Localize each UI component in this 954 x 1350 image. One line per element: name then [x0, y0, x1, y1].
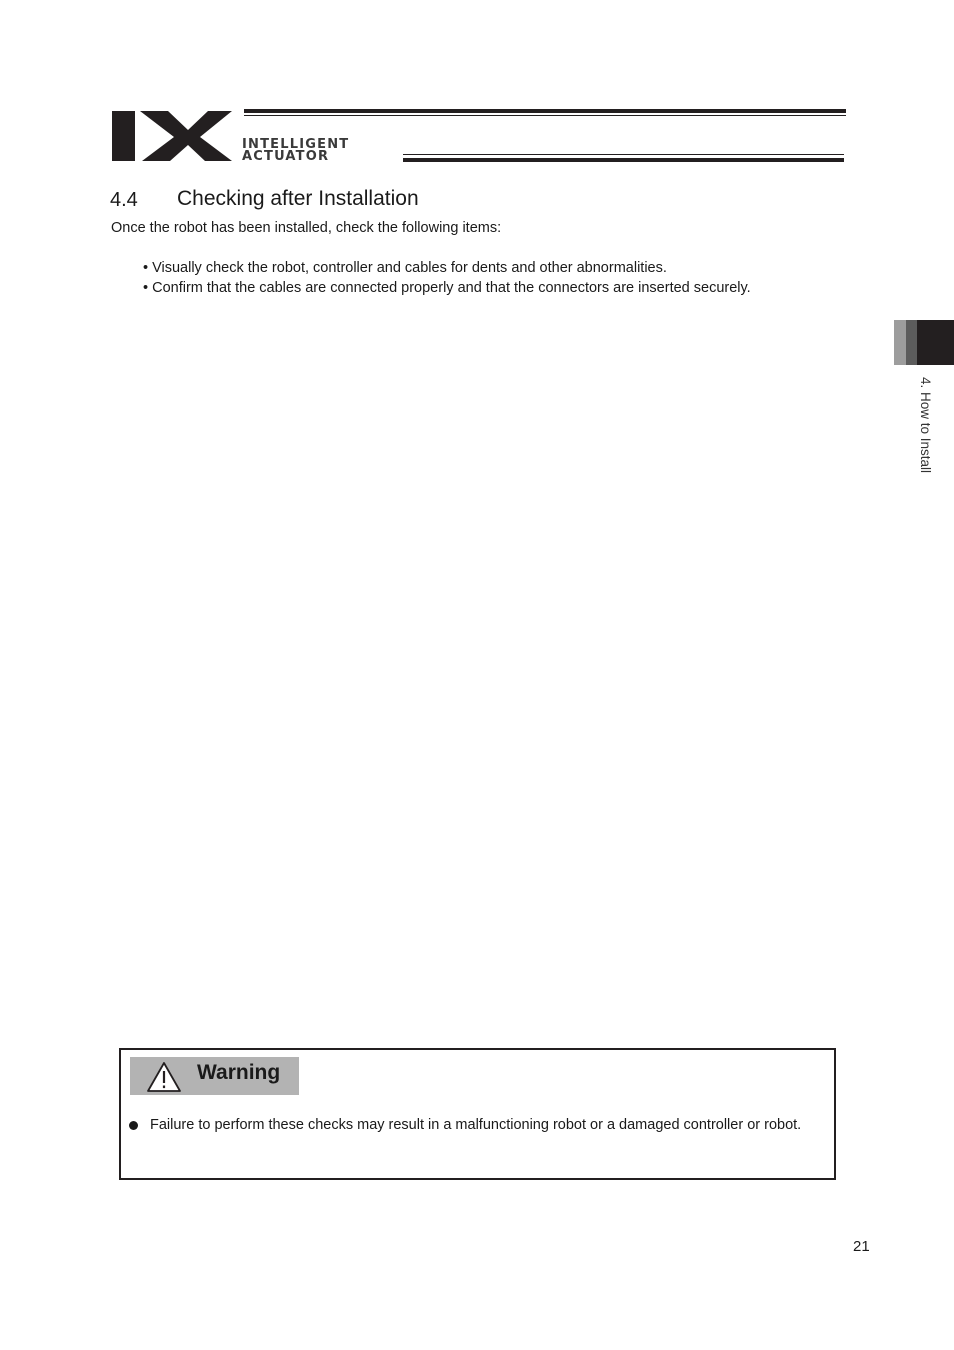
header-rule-top-thin: [244, 115, 846, 116]
list-item: • Confirm that the cables are connected properly and that the connectors are inserted securely.: [143, 280, 751, 296]
logo-text-actuator: ACTUATOR: [242, 149, 330, 164]
list-item-text: Confirm that the cables are connected properly and that the connectors are inserted securely.: [152, 280, 751, 296]
section-number: 4.4: [110, 189, 138, 211]
warning-label: Warning: [197, 1061, 281, 1084]
warning-triangle-icon: [146, 1061, 182, 1093]
section-intro: Once the robot has been installed, check the following items:: [111, 220, 502, 236]
chapter-tab-mid: [906, 320, 917, 365]
warning-text: Failure to perform these checks may result in a malfunctioning robot or a damaged controller or robot.: [150, 1117, 802, 1133]
header-rule-bottom-thin: [403, 154, 844, 155]
check-list: [143, 258, 751, 298]
chapter-tab-dark: [917, 320, 954, 365]
ix-logo-icon: [112, 110, 232, 162]
header-rule-bottom-thick: [403, 158, 844, 162]
logo-text-intelligent: INTELLIGENT: [242, 137, 350, 152]
chapter-tab-light: [894, 320, 906, 365]
page-number: 21: [853, 1238, 870, 1255]
bullet-dot-icon: [129, 1121, 138, 1130]
list-item-text: Visually check the robot, controller and cables for dents and other abnormalities.: [152, 260, 667, 276]
list-item: • Visually check the robot, controller and cables for dents and other abnormalities.: [143, 260, 667, 276]
header-rule-top-thick: [244, 109, 846, 113]
chapter-side-label: 4. How to Install: [918, 377, 933, 474]
section-title: Checking after Installation: [177, 187, 419, 210]
